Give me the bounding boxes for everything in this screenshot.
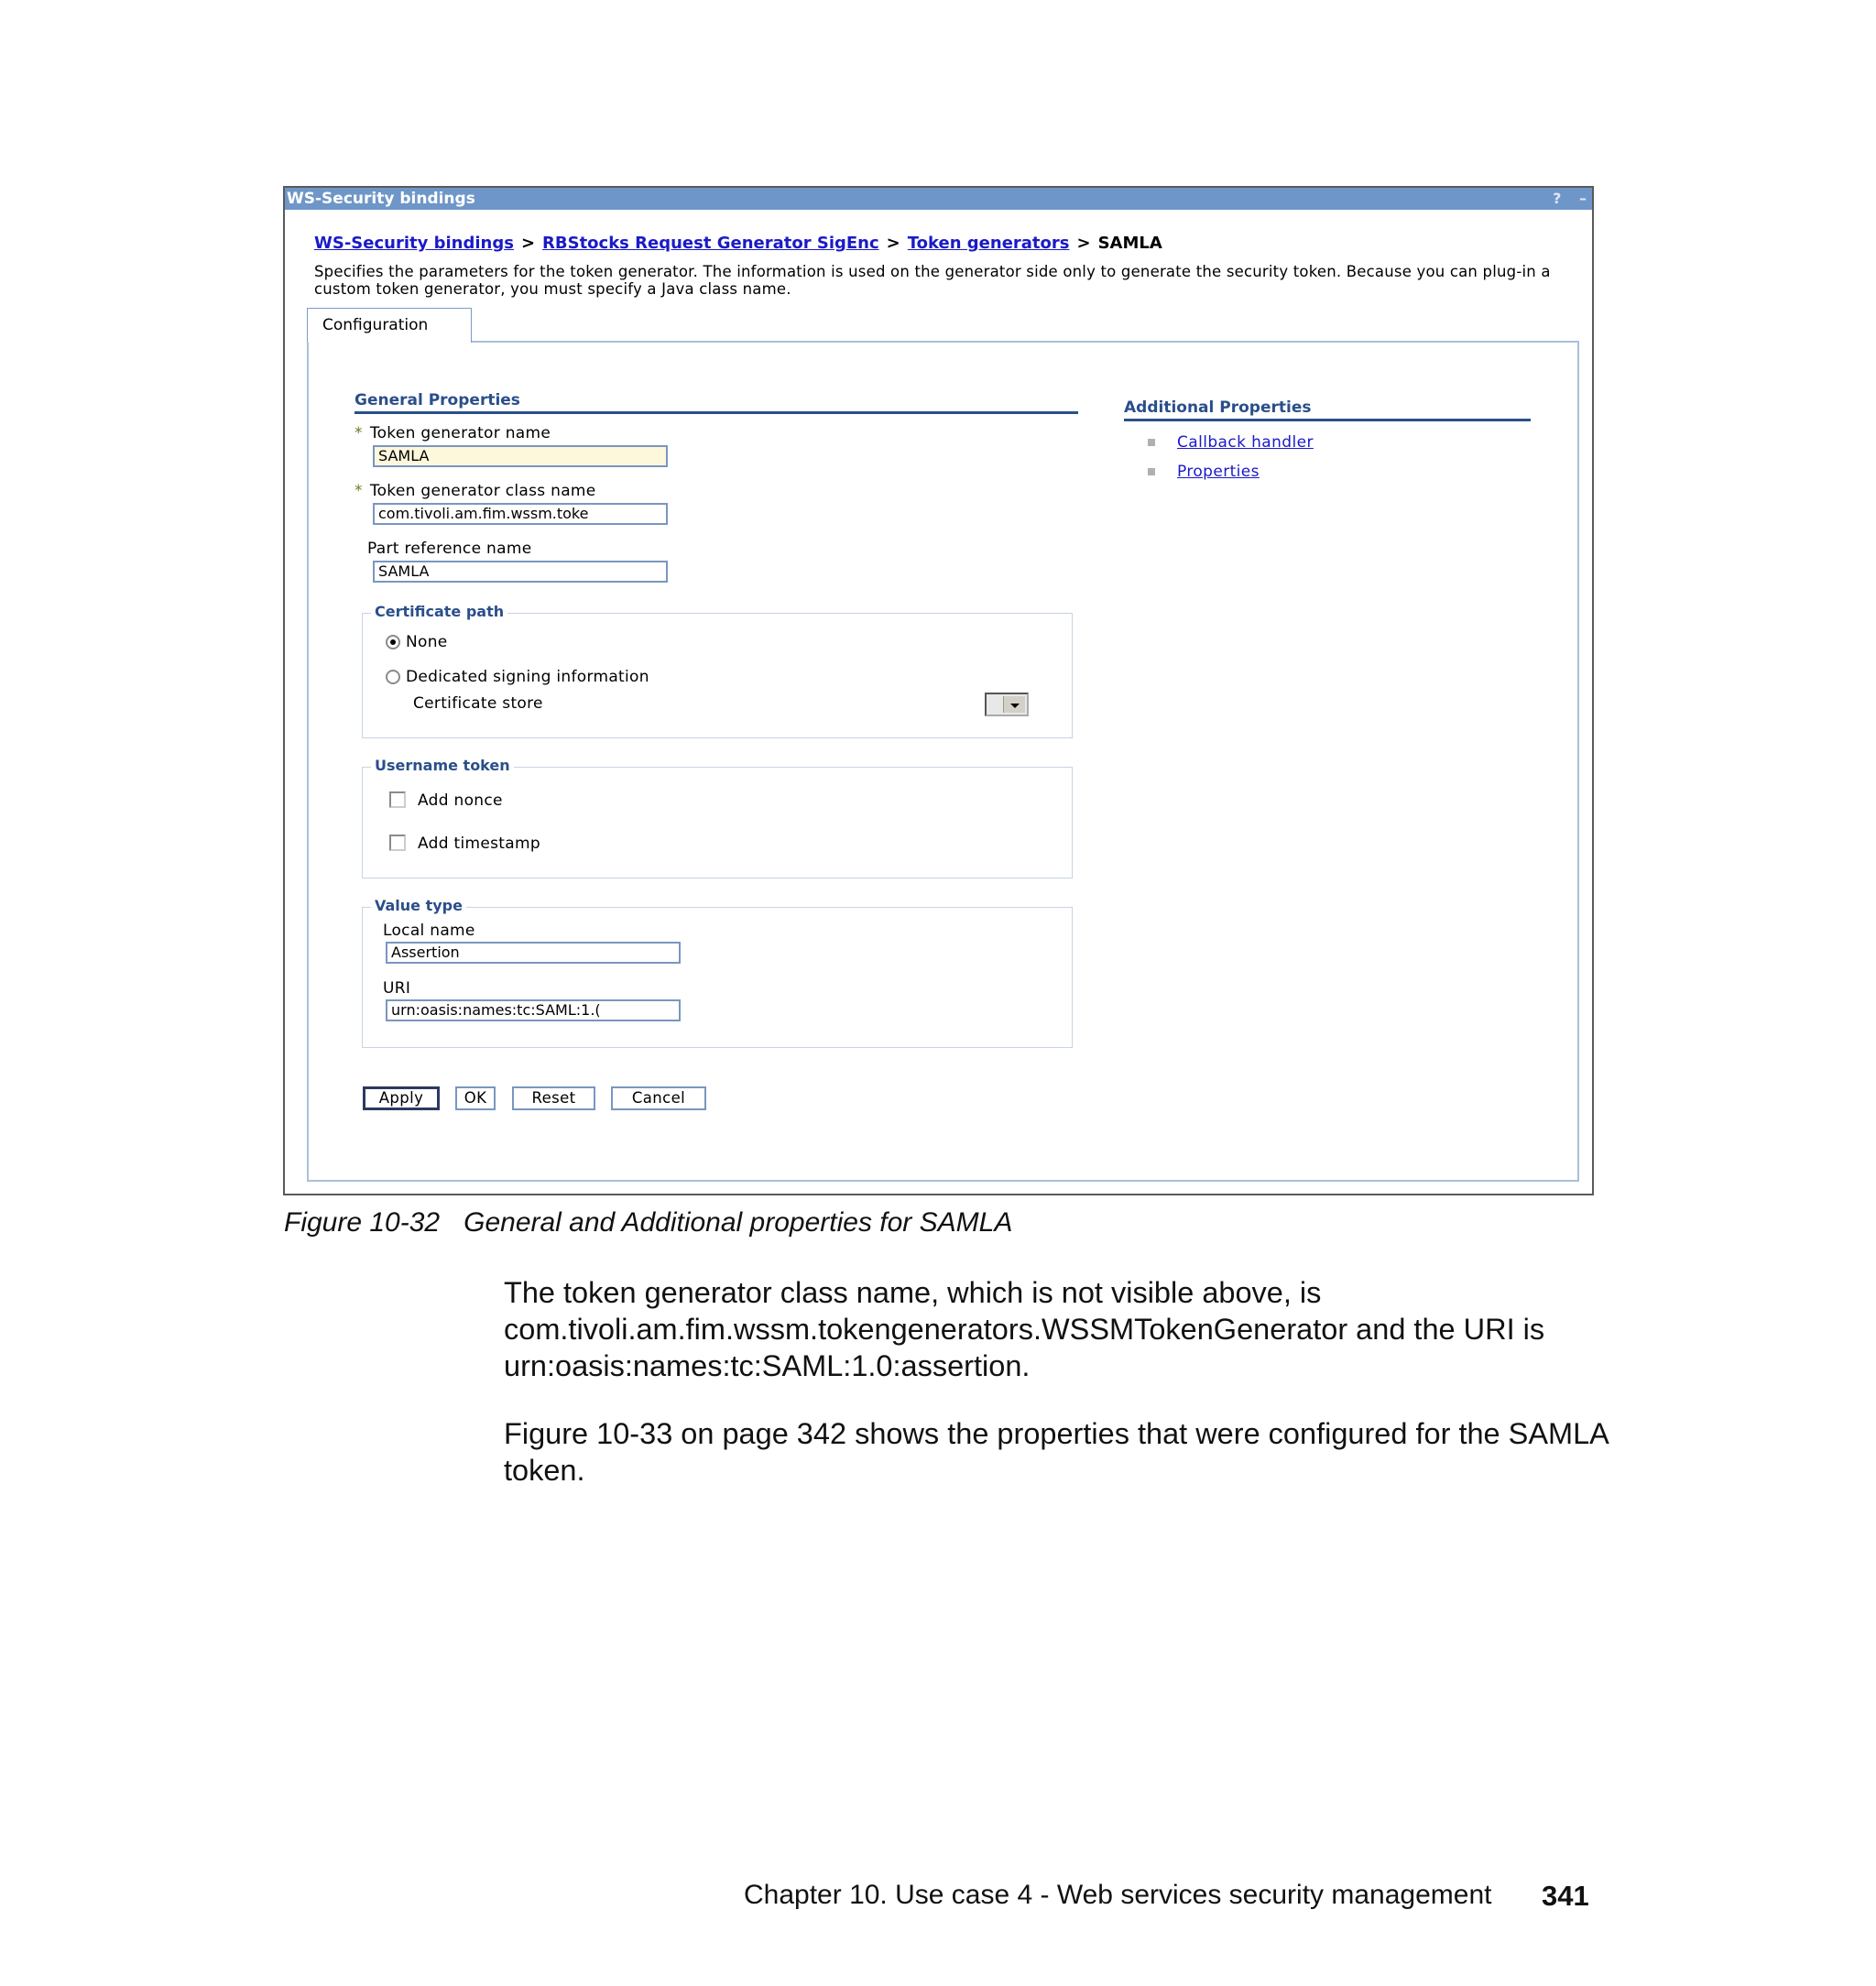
figure-number: Figure 10-32	[284, 1207, 441, 1238]
local-name-label: Local name	[383, 922, 475, 940]
window-titlebar	[285, 188, 1592, 210]
help-icon[interactable]: ?	[1553, 190, 1562, 207]
general-properties-rule	[354, 411, 1078, 414]
required-marker: *	[354, 424, 363, 442]
add-nonce-label: Add nonce	[418, 791, 503, 810]
cancel-button[interactable]: Cancel	[611, 1086, 706, 1110]
callback-handler-link[interactable]: Callback handler	[1177, 433, 1314, 452]
token-generator-class-label	[354, 482, 596, 500]
breadcrumb-separator: >	[886, 234, 900, 253]
breadcrumb-current: SAMLA	[1097, 234, 1162, 253]
value-type-legend: Value type	[371, 897, 466, 914]
username-token-group	[362, 767, 1073, 878]
minimize-icon[interactable]: –	[1579, 190, 1587, 207]
body-paragraph: The token generator class name, which is not visible above, is com.tivoli.am.fim.wssm.tokengenerators.WSSMTokenGenerator and the URI is urn:oasis:names:tc:SAML:1.0:assertion.	[504, 1276, 1545, 1382]
part-reference-label: Part reference name	[367, 540, 532, 558]
token-generator-name-label-text: Token generator name	[369, 424, 551, 442]
footer-chapter: Chapter 10. Use case 4 - Web services security management	[744, 1880, 1492, 1910]
add-timestamp-label: Add timestamp	[418, 835, 540, 853]
token-generator-class-label-text: Token generator class name	[369, 482, 596, 500]
additional-link-item	[1148, 433, 1314, 452]
breadcrumb-link-token-generators[interactable]: Token generators	[907, 234, 1070, 253]
general-properties-title: General Properties	[354, 391, 520, 409]
figure-caption	[284, 1207, 1012, 1239]
apply-button[interactable]: Apply	[363, 1086, 440, 1110]
additional-link-item	[1148, 463, 1260, 481]
breadcrumb-separator: >	[1076, 234, 1091, 253]
bullet-icon	[1148, 468, 1155, 475]
form-buttons	[363, 1086, 747, 1112]
certificate-store-label: Certificate store	[413, 694, 543, 713]
configuration-panel	[307, 341, 1579, 1182]
uri-input[interactable]: urn:oasis:names:tc:SAML:1.(	[386, 999, 681, 1021]
additional-properties-title: Additional Properties	[1124, 398, 1312, 417]
breadcrumb-link-rbstocks-request-generator[interactable]: RBStocks Request Generator SigEnc	[542, 234, 879, 253]
add-nonce-checkbox[interactable]	[389, 791, 406, 808]
uri-label: URI	[383, 979, 411, 998]
cert-path-dedicated-radio[interactable]	[386, 670, 400, 684]
page-description: Specifies the parameters for the token generator. The information is used on the generator side only to generate the security token. Because you can plug-in a custom token generator, you must specify a Java class name.	[314, 263, 1551, 298]
additional-properties-rule	[1124, 419, 1531, 421]
figure-title: General and Additional properties for SAMLA	[464, 1207, 1013, 1238]
token-generator-name-label	[354, 424, 551, 442]
chevron-down-icon	[1003, 696, 1025, 713]
username-token-legend: Username token	[371, 757, 514, 774]
properties-link[interactable]: Properties	[1177, 463, 1260, 481]
certificate-store-select[interactable]	[985, 693, 1029, 716]
local-name-input[interactable]: Assertion	[386, 942, 681, 964]
reset-button[interactable]: Reset	[512, 1086, 595, 1110]
breadcrumb-link-ws-security-bindings[interactable]: WS-Security bindings	[314, 234, 514, 253]
ok-button[interactable]: OK	[455, 1086, 496, 1110]
certificate-path-legend: Certificate path	[371, 603, 507, 620]
cert-path-dedicated-label: Dedicated signing information	[406, 668, 649, 686]
part-reference-input[interactable]: SAMLA	[373, 561, 668, 583]
breadcrumb	[314, 234, 1162, 253]
window-title: WS-Security bindings	[287, 190, 475, 208]
bullet-icon	[1148, 439, 1155, 446]
cert-path-none-radio[interactable]	[386, 635, 400, 649]
token-generator-name-input[interactable]: SAMLA	[373, 445, 668, 467]
tab-configuration[interactable]: Configuration	[307, 308, 472, 343]
page-number: 341	[1542, 1880, 1589, 1912]
required-marker: *	[354, 482, 363, 500]
breadcrumb-separator: >	[520, 234, 536, 253]
token-generator-class-input[interactable]: com.tivoli.am.fim.wssm.toke	[373, 503, 668, 525]
screenshot-window	[283, 186, 1594, 1195]
body-paragraph: Figure 10-33 on page 342 shows the properties that were configured for the SAMLA token.	[504, 1417, 1609, 1487]
add-timestamp-checkbox[interactable]	[389, 835, 406, 851]
cert-path-none-label: None	[406, 633, 448, 651]
